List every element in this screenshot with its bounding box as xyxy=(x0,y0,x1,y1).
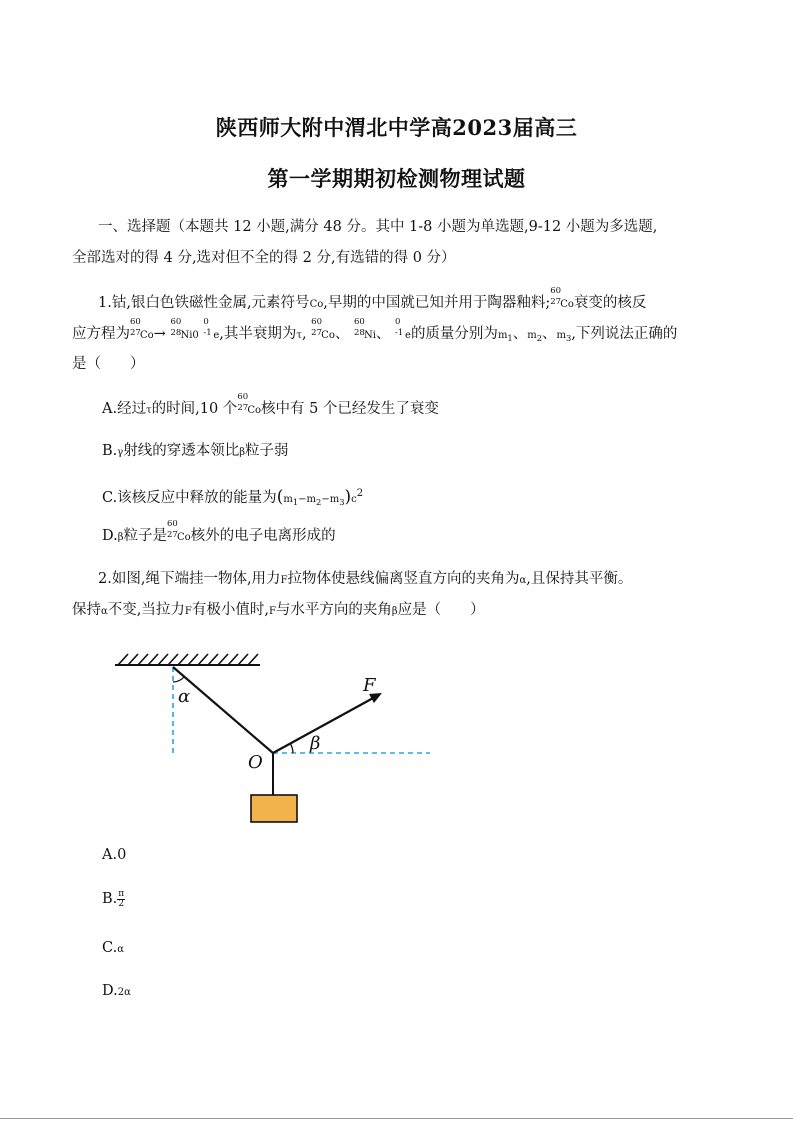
ceiling-hatch xyxy=(118,654,258,665)
label-alpha: α xyxy=(178,686,191,707)
q1-text: 1.钴,银白色铁磁性金属,元素符号 xyxy=(98,295,310,311)
q2-option-d: D.2α xyxy=(102,983,131,999)
q1-text: , xyxy=(301,326,307,342)
nuclide-co: 60 27 Co xyxy=(311,317,335,341)
nuclide-co: 60 27 Co xyxy=(550,286,574,310)
arrow: → xyxy=(153,326,166,342)
page-title-line2: 第一学期期初检测物理试题 xyxy=(267,166,526,191)
section-heading-line1: 一、选择题（本题共 12 小题,满分 48 分。其中 1-8 小题为单选题,9-12 小题为多选题, xyxy=(98,219,658,235)
tau-symbol: τ xyxy=(296,330,302,341)
q1-text: ,早期的中国就已知并用于陶器釉料; xyxy=(323,295,551,311)
q2-option-c: C.α xyxy=(102,940,124,956)
nuclide-e: 0 -1 e xyxy=(203,317,220,341)
label-F: F xyxy=(363,675,376,696)
q1-text: 衰变的核反 xyxy=(573,295,647,311)
nuclide-ni: 60 28 Ni xyxy=(353,317,376,341)
mass-m1: $m_1$ xyxy=(497,330,513,343)
alpha-arc xyxy=(173,677,184,682)
q1-text: 应方程为 xyxy=(72,326,130,342)
q2-line2: 保持α不变,当拉力F有极小值时,F与水平方向的夹角β应是（ ） xyxy=(72,602,485,618)
mass-m2: $m_2$ xyxy=(527,330,543,343)
page-bottom-rule xyxy=(0,1118,793,1119)
q1-line2: 应方程为 60 27 Co→ 60 28 Ni0 0 -1 e,其半衰期为τ, 60 27 Co、 60 28 Ni、 0 -1 e的质量分别为$m_1$、$m_2$、$m_3$,下列说法正确的 xyxy=(72,321,677,351)
extra-digit: 0 xyxy=(192,330,199,341)
nuclide-co: 60 27 Co xyxy=(237,392,261,416)
suspension-rope xyxy=(173,667,273,753)
q1-option-b: B.γ射线的穿透本领比β粒子弱 xyxy=(102,443,289,459)
q2-option-b: B. $\frac{\pi}{2}$ xyxy=(102,888,125,909)
q1-text: ,其半衰期为 xyxy=(219,326,297,342)
q1-text: ,下列说法正确的 xyxy=(571,326,678,342)
q1-text: 、 xyxy=(375,326,391,342)
nuclide-e: 0 -1 e xyxy=(395,317,411,341)
fraction-pi-over-2: $\frac{\pi}{2}$ xyxy=(118,888,125,909)
mass-m3: $m_3$ xyxy=(556,330,572,343)
page-title-line1: 陕西师大附中渭北中学高2023届高三 xyxy=(215,115,578,140)
q1-line3: 是（ ） xyxy=(72,356,145,372)
nuclide-co: 60 27 Co xyxy=(130,317,154,341)
hanging-block xyxy=(251,795,297,822)
beta-arc xyxy=(290,743,293,753)
q1-text: 的质量分别为 xyxy=(410,326,498,342)
force-arrow-shaft xyxy=(273,697,375,753)
q1-text: 、 xyxy=(334,326,350,342)
label-O: O xyxy=(248,752,263,773)
q1-line1 xyxy=(98,286,647,318)
mass-expression: $m_1-m_2-m_3$ xyxy=(283,493,345,507)
force-diagram xyxy=(110,640,440,830)
label-beta: β xyxy=(310,733,321,754)
nuclide-co: 60 27 Co xyxy=(167,519,191,543)
q1-option-c: C.该核反应中释放的能量为$(m_1-m_2-m_3)c^2$ xyxy=(102,486,364,507)
section-heading-line2: 全部选对的得 4 分,选对但不全的得 2 分,有选错的得 0 分） xyxy=(72,250,456,266)
q1-option-a: A.经过τ的时间,10 个 60 27 Co核中有 5 个已经发生了衰变 xyxy=(102,396,439,424)
q1-option-d: D.β粒子是 60 27 Co核外的电子电离形成的 xyxy=(102,523,336,551)
q2-option-a: A.0 xyxy=(102,847,127,863)
co-symbol: Co xyxy=(309,299,324,310)
nuclide-ni: 60 28 Ni xyxy=(170,317,193,341)
q2-line1: 2.如图,绳下端挂一物体,用力F拉物体使悬线偏离竖直方向的夹角为α,且保持其平衡。 xyxy=(98,571,633,587)
